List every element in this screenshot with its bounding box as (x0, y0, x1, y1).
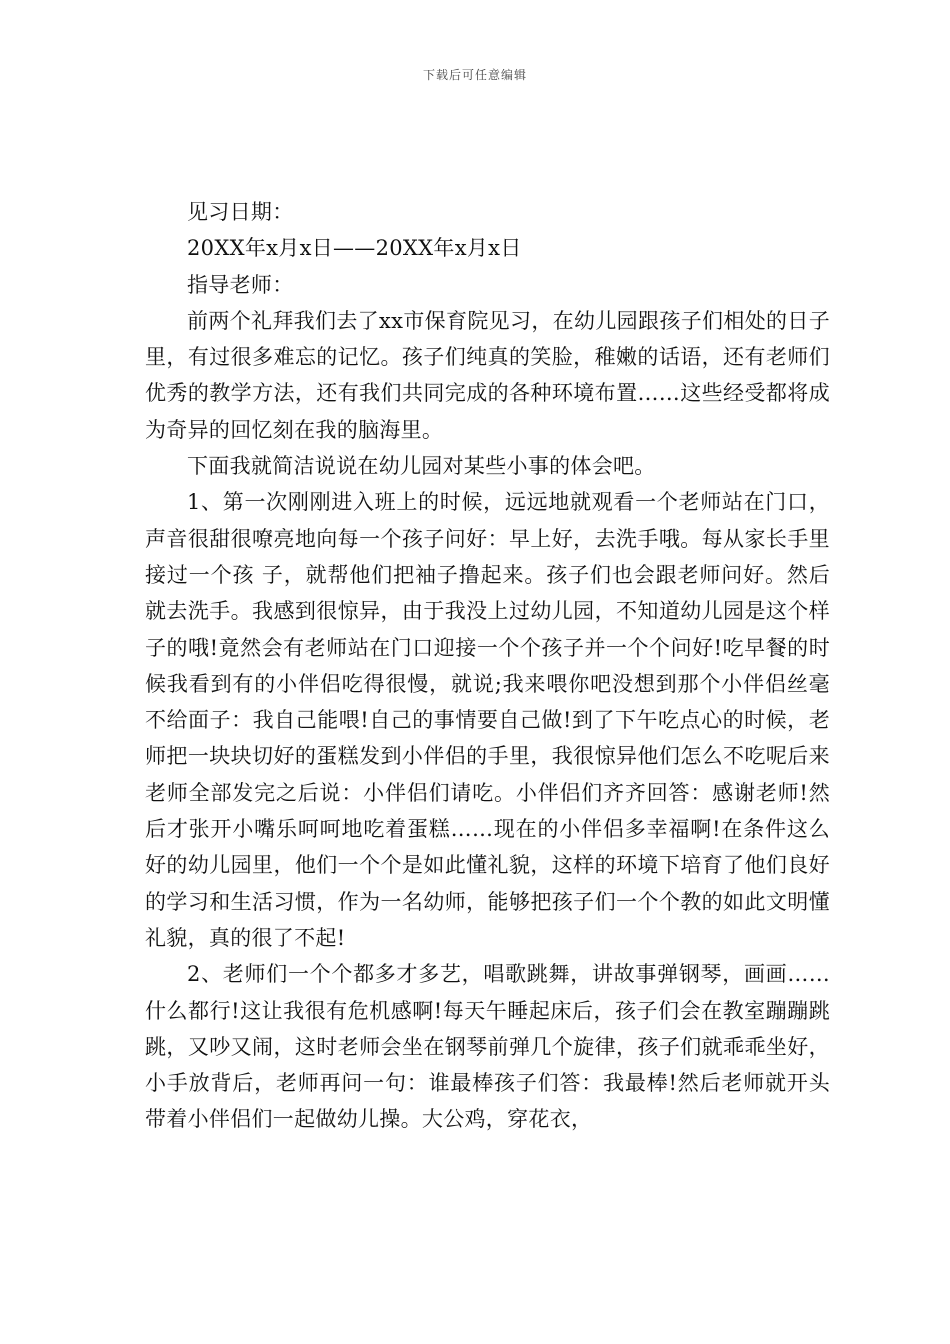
instructor-label: 指导老师： (187, 272, 294, 297)
point-two-paragraph: 2、老师们一个个都多才多艺，唱歌跳舞，讲故事弹钢琴，画画……什么都行!这让我很有危机感啊!每天午睡起床后，孩子们会在教室蹦蹦跳跳，又吵又闹，这时老师会坐在钢琴前弹几个旋律，孩子们就乖乖坐好，小手放背后，老师再问一句：谁最棒孩子们答：我最棒!然后老师就开头带着小伴侣们一起做幼儿操。大公鸡，穿花衣， (145, 962, 830, 1132)
practice-date-label: 见习日期： (187, 200, 294, 224)
transition-paragraph: 下面我就简洁说说在幼儿园对某些小事的体会吧。 (187, 454, 656, 479)
practice-date-range: 20XX年x月x日——20XX年x月x日 (187, 236, 522, 261)
header-note: 下载后可任意编辑 (422, 68, 527, 82)
point-one-paragraph: 1、第一次刚刚进入班上的时候，远远地就观看一个老师站在门口，声音很甜很嘹亮地向每一个孩子问好：早上好，去洗手哦。每从家长手里接过一个孩 子，就帮他们把袖子撸起来。孩子们也会跟老师问好。然后就去洗手。我感到很惊异，由于我没上过幼儿园，不知道幼儿园是这个样子的哦!竟然会有老师站在门口迎接一个个孩子并一个个问好!吃早餐的时候我看到有的小伴侣吃得很慢，就说;我来喂你吧没想到那个小伴侣丝毫不给面子：我自己能喂!自己的事情要自己做!到了下午吃点心的时候，老师把一块块切好的蛋糕发到小伴侣的手里，我很惊异他们怎么不吃呢后来老师全部发完之后说：小伴侣们请吃。小伴侣们齐齐回答：感谢老师!然后才张开小嘴乐呵呵地吃着蛋糕……现在的小伴侣多幸福啊!在条件这么好的幼儿园里，他们一个个是如此懂礼貌，这样的环境下培育了他们良好的学习和生活习惯，作为一名幼师，能够把孩子们一个个教的如此文明懂礼貌，真的很了不起! (145, 490, 830, 950)
document-body (145, 194, 830, 1138)
intro-paragraph: 前两个礼拜我们去了xx市保育院见习，在幼儿园跟孩子们相处的日子里，有过很多难忘的记忆。孩子们纯真的笑脸，稚嫩的话语，还有老师们优秀的教学方法，还有我们共同完成的各种环境布置……这些经受都将成为奇异的回忆刻在我的脑海里。 (145, 308, 830, 442)
